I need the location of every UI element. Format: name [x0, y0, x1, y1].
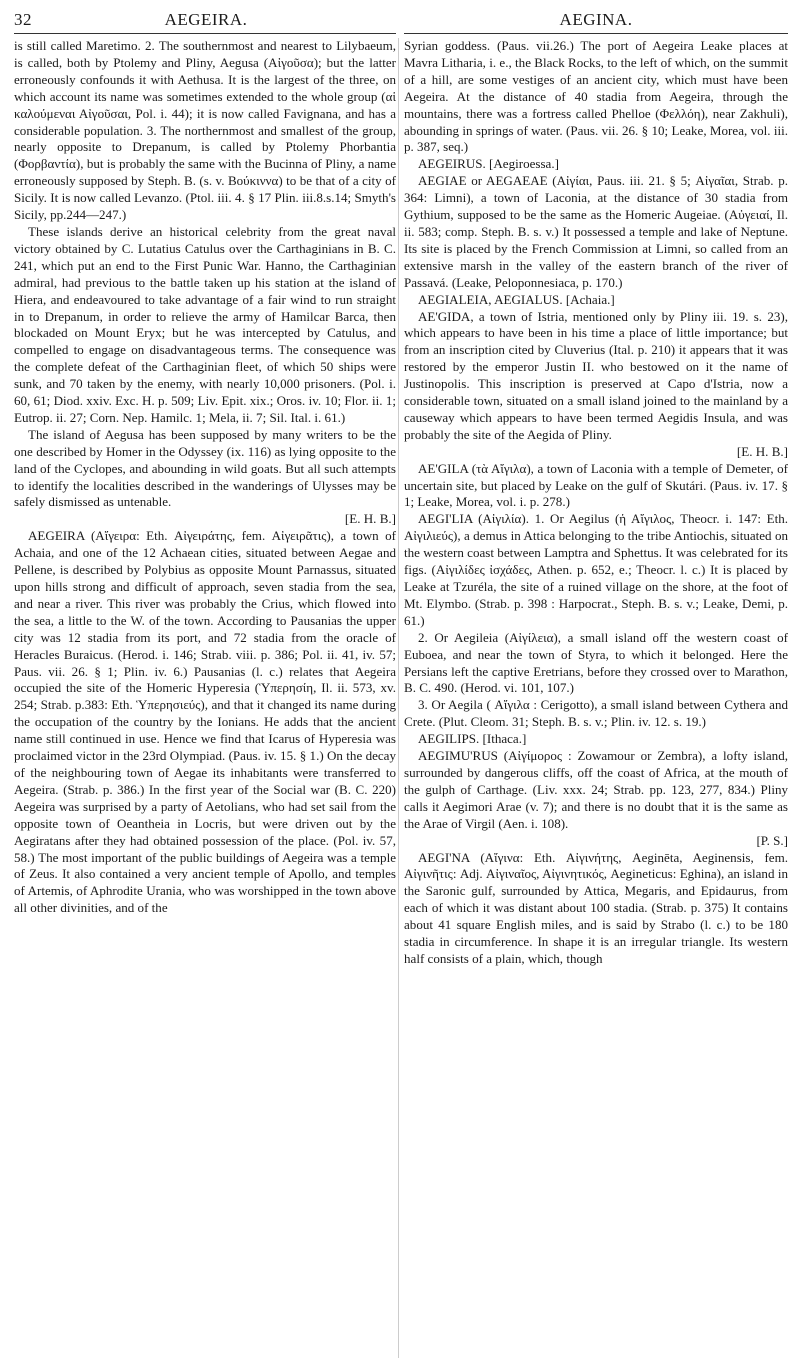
paragraph: 2. Or Aegileia (Αἰγίλεια), a small island off the western coast of Euboea, and near the town of Styra, to which it belonged. Here the Persians left the captive Eretrians, before they crossed over to Marathon, B. C. 490. (Herod. vi. 101, 107.) — [404, 629, 788, 696]
paragraph: AEGIAE or AEGAEAE (Αἰγίαι, Paus. iii. 21. § 5; Αἰγαῖαι, Strab. p. 364: Limni), a town of Laconia, at the distance of 30 stadia from Gythium, supposed to be the same as the Homeric Augeiae. (Αὐγειαί, Il. ii. 583; comp. Steph. B. s. v.) It possessed a temple and lake of Neptune. Its site is placed by the French Commission at Limni, so called from an extensive marsh in the valley of the eastern branch of the river of Passavá. (Leake, Peloponnesiaca, p. 170.) — [404, 173, 788, 290]
paragraph: AEGI'LIA (Αἰγιλία). 1. Or Aegilus (ἡ Αἴγιλος, Theocr. i. 147: Eth. Αἰγιλιεύς), a demus in Attica belonging to the tribe Antiochis, situated on the western coast between Lamptra and Sphettus. It was celebrated for its figs. (Αἰγιλίδες ἰσχάδες, Athen. p. 652, e.; Theocr. l. c.) It is placed by Leake at Tzuréla, the site of a ruined village on the shore, at the foot of Mt. Elymbo. (Strab. p. 398 : Harpocrat., Steph. B. s. v.; Leake, Demi, p. 61.) — [404, 511, 788, 628]
paragraph: These islands derive an historical celebrity from the great naval victory obtained by C. Lutatius Catulus over the Carthaginians in B. C. 241, which put an end to the First Punic War. Hanno, the Carthaginian admiral, had previous to the battle taken up his station at the island of Hiera, and endeavoured to take advantage of a fair wind to run straight in to Drepanum, in order to relieve the army of Hamilcar Barca, then blockaded on Mount Eryx; but he was intercepted by Catulus, and compelled to engage on disadvantageous terms. The consequence was the complete defeat of the Carthaginian fleet, of which 50 ships were sunk, and 70 taken by the enemy, with nearly 10,000 prisoners. (Pol. i. 60, 61; Diod. xxiv. Exc. H. p. 509; Liv. Epit. xix.; Oros. iv. 10; Flor. ii. 1; Eutrop. ii. 27; Corn. Nep. Hamilc. 1; Mela, ii. 7; Sil. Ital. i. 61.) — [14, 223, 396, 425]
paragraph: AEGIALEIA, AEGIALUS. [Achaia.] — [418, 291, 615, 307]
paragraph: AEGIMU'RUS (Αἰγίμορος : Zowamour or Zembra), a lofty island, surrounded by dangerous cliffs, off the coast of Africa, at the mouth of the gulph of Carthage. (Liv. xxx. 24; Strab. pp. 123, 277, 834.) Pliny calls it Aegimori Arae (v. 7); and there is no doubt that it is the same as the Arae of Virgil (Aen. i. 108). — [404, 748, 788, 831]
page-header — [14, 10, 786, 34]
paragraph: AE'GILA (τὰ Αἴγιλα), a town of Laconia with a temple of Demeter, of uncertain site, but placed by Leake on the gulf of Skutári. (Paus. iv. 17. § 1; Leake, Morea, vol. i. p. 278.) — [404, 460, 788, 510]
page-number: 32 — [14, 10, 32, 29]
running-title-left: AEGEIRA. — [164, 10, 248, 29]
right-column — [404, 38, 788, 1358]
paragraph: AE'GIDA, a town of Istria, mentioned only by Pliny iii. 19. s. 23), which appears to have been in his time a place of little importance; but from an inscription cited by Cluverius (Ital. p. 210) it appears that it was restored by the emperor Justin II. who bestowed on it the name of Justinopolis. This inscription is preserved at Capo d'Istria, now a considerable town, situated on a small island joined to the mainland by a causeway which appears to have been termed Aegidis Insula, and was probably the site of the Aegida of Pliny. — [404, 308, 788, 442]
paragraph: 3. Or Aegila ( Αἴγιλα : Cerigotto), a small island between Cythera and Crete. (Plut. Cleom. 31; Steph. B. s. v.; Plin. iv. 12. s. 19.) — [404, 697, 788, 730]
running-title-right: AEGINA. — [559, 10, 633, 29]
signature: [P. S.] — [756, 832, 788, 848]
signature: [E. H. B.] — [736, 443, 788, 459]
paragraph: is still called Maretimo. 2. The southernmost and nearest to Lilybaeum, is called, both by Ptolemy and Pliny, Aegusa (Αἰγοῦσα); but the latter erroneously confounds it with Aethusa. It is the largest of the three, on which account its name was sometimes extended to the whole group (αἱ καλούμεναι Αἰγοῦσαι, Pol. i. 44); it is now called Favignana, and has a considerable population. 3. The northernmost and smallest of the group, nearly opposite to Drepanum, is called by Ptolemy Phorbantia (Φορβαντία), but is probably the same with the Bucinna of Pliny, a name erroneously supposed by Steph. B. (s. v. Βούκιννα) to be that of a city of Sicily. It is now called Levanzo. (Ptol. iii. 4. § 17 Plin. iii.8.s.14; Smyth's Sicily, pp.244—247.) — [14, 38, 396, 223]
header-rule-left — [14, 33, 396, 34]
paragraph: AEGEIRA (Αἴγειρα: Eth. Αἰγειράτης, fem. Αἰγειρᾶτις), a town of Achaia, and one of the 12 Achaean cities, situated between Aegae and Pellene, is described by Polybius as opposite Mount Parnassus, situated upon hills strong and difficult of approach, seven stadia from the sea, and near a river. This river was probably the Crius, which flowed into the sea, a little to the W. of the town. According to Pausanias the upper city was 12 stadia from its port, and 72 stadia from the oracle of Heracles Buraicus. (Herod. i. 146; Strab. viii. p. 386; Pol. ii. 41, iv. 57; Paus. vii. 26. § 1; Plin. iv. 6.) Pausanias (l. c.) relates that Aegeira occupied the site of the Homeric Hyperesia (Ὑπερησίη, Il. ii. 573, xv. 254; Strab. p.383: Eth. Ὑπερησιεύς), and that it changed its name during the occupation of the country by the Ionians. He adds that the ancient name still continued in use. Hence we find that Icarus of Hyperesia was proclaimed victor in the 23rd Olympiad. (Paus. iv. 15. § 1.) On the decay of the neighbouring town of Aegae its inhabitants were transferred to Aegeira. (Strab. p. 386.) In the first year of the Social war (B. C. 220) Aegeira was surprised by a party of Aetolians, who had set sail from the opposite town of Oeantheia in Locris, but were driven out by the Aegiratans after they had obtained possession of the place. (Pol. iv. 57, 58.) The most important of the public buildings of Aegeira was a temple of Zeus. It also contained a very ancient temple of Apollo, and temples of Artemis, of Aphrodite Urania, who was worshipped in the town above all other divinities, and of the — [14, 528, 396, 916]
signature: [E. H. B.] — [344, 511, 396, 527]
paragraph: Syrian goddess. (Paus. vii.26.) The port of Aegeira Leake places at Mavra Litharia, i. e., the Black Rocks, to the left of which, on the summit of a hill, are some vestiges of an ancient city, which must have been Aegeira. At the distance of 40 stadia from Aegeira, through the mountains, there was a fortress called Phelloe (Φελλόη), near Zakhuli), abounding in springs of water. (Paus. vii. 26. § 10; Leake, Morea, vol. iii. p. 387, seq.) — [404, 38, 788, 155]
paragraph: AEGILIPS. [Ithaca.] — [418, 731, 527, 747]
paragraph: The island of Aegusa has been supposed by many writers to be the one described by Homer in the Odyssey (ix. 116) as lying opposite to the land of the Cyclopes, and abounding in wild goats. But all such attempts to identify the localities described in the wanderings of Ulysses may be safely dismissed as untenable. — [14, 426, 396, 510]
paragraph: AEGEIRUS. [Aegiroessa.] — [418, 156, 559, 172]
paragraph: AEGI'NA (Αἴγινα: Eth. Αἰγινήτης, Aeginēta, Aeginensis, fem. Αἰγινῆτις: Adj. Αἰγιναῖος, Αἰγινητικός, Aegineticus: Eghina), an island in the Saronic gulf, surrounded by Attica, Megaris, and Epidaurus, from each of which it was distant about 100 stadia. (Strab. p. 375) It contains about 41 square English miles, and is said by Strabo (l. c.) to be 180 stadia in circumference. In shape it is an irregular triangle. Its western half consists of a plain, which, though — [404, 849, 788, 966]
header-rule-right — [404, 33, 788, 34]
left-column — [14, 38, 396, 1358]
column-divider — [398, 38, 399, 1358]
